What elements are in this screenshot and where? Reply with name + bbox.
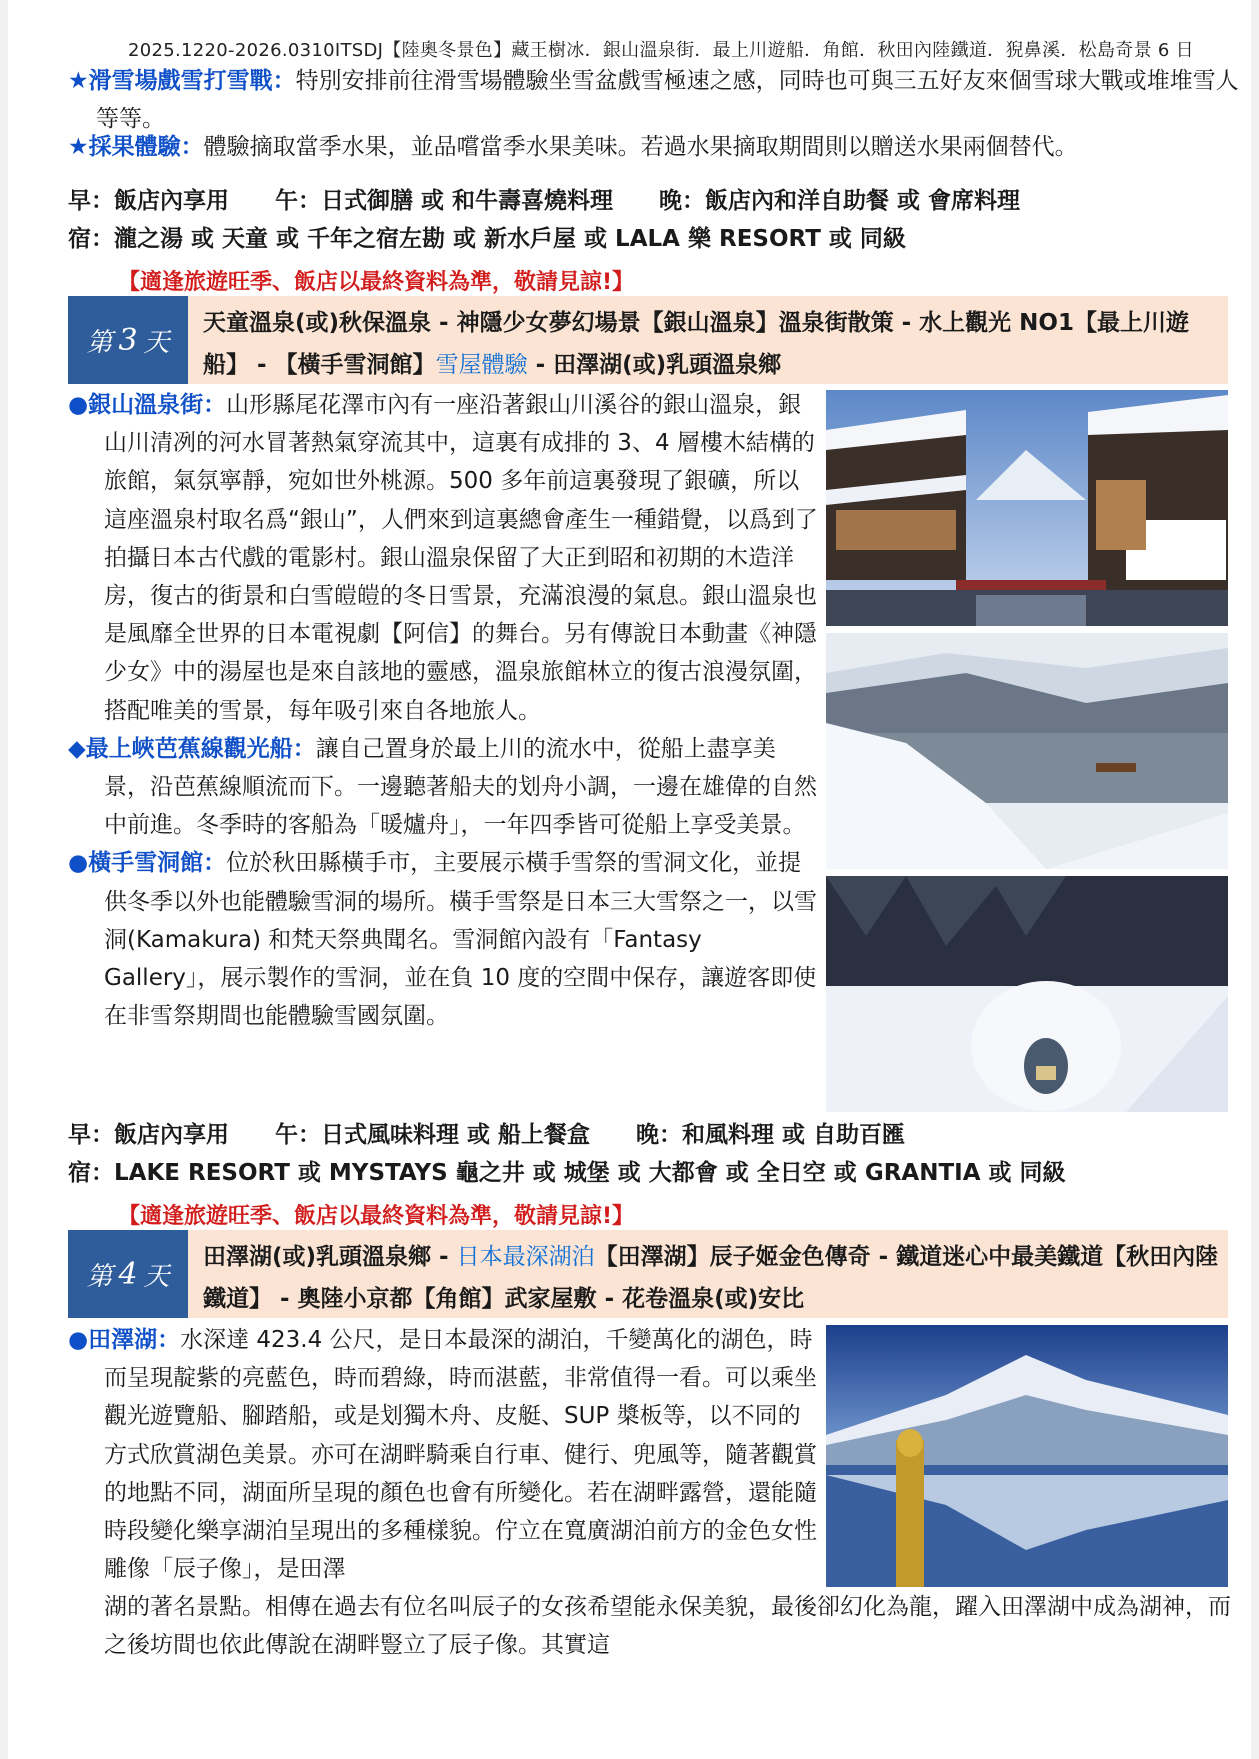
yokote-label: ●橫手雪洞館：: [68, 850, 227, 877]
day4-title-part1: 田澤湖(或)乳頭溫泉鄉 -: [203, 1244, 457, 1270]
itinerary-header: 2025.1220-2026.0310ITSDJ【陸奧冬景色】藏王樹冰．銀山溫泉街．最上川遊船．角館．秋田內陸鐵道．猊鼻溪．松島奇景 6 日: [128, 40, 1194, 61]
snow-play-text: 特別安排前往滑雪場體驗坐雪盆戲雪極速之感，同時也可與三五好友來個雪球大戰或堆堆雪人等等。: [96, 68, 1239, 132]
yokote-text: 位於秋田縣橫手市，主要展示橫手雪祭的雪洞文化，並提供冬季以外也能體驗雪洞的場所。橫手雪祭是日本三大雪祭之一，以雪洞(Kamakura) 和梵天祭典聞名。雪洞館內設有「Fantasy Gallery」，展示製作的雪洞，並在負 10 度的空間中保存，讓遊客即使在非雪祭期間也能體驗雪國氛圍。: [104, 850, 817, 1030]
fruit-picking-text: 體驗摘取當季水果，並品嚐當季水果美味。若過水果摘取期間則以贈送水果兩個替代。: [203, 134, 1078, 160]
day3-meals: 早：飯店內享用 午：日式風味料理 或 船上餐盒 晚：和風料理 或 自助百匯: [68, 1122, 906, 1148]
day4-header: [68, 1230, 1228, 1318]
day3-title: [203, 302, 1220, 386]
yokote-kamakura-photo: [826, 876, 1228, 1112]
day3-title-part1: 天童溫泉(或)秋保溫泉 - 神隱少女夢幻場景【銀山溫泉】溫泉街散策 - 水上觀光 NO1【最上川遊船】 - 【橫手雪洞館】: [203, 310, 1189, 378]
day3-badge-suffix: 天: [143, 327, 170, 358]
ginzan-text: 山形縣尾花澤市內有一座沿著銀山川溪谷的銀山溫泉，銀山川清冽的河水冒著熱氣穿流其中，這裏有成排的 3、4 層樓木結構的旅館，氣氛寧靜，宛如世外桃源。500 多年前這裏發現了銀礦，所以這座溫泉村取名爲“銀山”，人們來到這裏總會產生一種錯覺，以爲到了拍攝日本古代戲的電影村。銀山溫泉保留了大正到昭和初期的木造洋房，復古的街景和白雪皚皚的冬日雪景，充滿浪漫的氣息。銀山溫泉也是風靡全世界的日本電視劇【阿信】的舞台。另有傳說日本動畫《神隱少女》中的湯屋也是來自該地的靈感，溫泉旅館林立的復古浪漫氛圍，搭配唯美的雪景，每年吸引來自各地旅人。: [104, 392, 818, 724]
document-page: [8, 0, 1251, 1759]
ginzan-onsen-photo: [826, 390, 1228, 626]
mogami-paragraph: [68, 730, 820, 845]
ginzan-label: ●銀山溫泉街：: [68, 392, 227, 418]
day4-text-column: [68, 1321, 820, 1588]
tazawa-label: ●田澤湖：: [68, 1327, 181, 1353]
tazawa-tail-text: 湖的著名景點。相傳在過去有位名叫辰子的女孩希望能永保美貌，最後卻幻化為龍，躍入田澤湖中成為湖神，而之後坊間也依此傳說在湖畔豎立了辰子像。其實這: [104, 1594, 1231, 1658]
tazawa-lake-photo: [826, 1325, 1228, 1587]
yokote-paragraph: [68, 844, 820, 1035]
day2-meals: 早：飯店內享用 午：日式御膳 或 和牛壽喜燒料理 晚：飯店內和洋自助餐 或 會席料理: [68, 188, 1021, 214]
day4-badge: [68, 1230, 188, 1318]
mogami-text: 讓自己置身於最上川的流水中，從船上盡享美景，沿芭蕉線順流而下。一邊聽著船夫的划舟小調，一邊在雄偉的自然中前進。冬季時的客船為「暖爐舟」，一年四季皆可從船上享受美景。: [104, 735, 817, 839]
day3-text-column: [68, 386, 820, 1035]
day4-badge-number: 4: [118, 1256, 138, 1292]
day3-header: [68, 296, 1228, 384]
day2-notice: 【適逢旅遊旺季、飯店以最終資料為準，敬請見諒!】: [118, 270, 635, 295]
day3-notice: 【適逢旅遊旺季、飯店以最終資料為準，敬請見諒!】: [118, 1204, 635, 1229]
day3-hotel: 宿：LAKE RESORT 或 MYSTAYS 龜之井 或 城堡 或 大都會 或 全日空 或 GRANTIA 或 同級: [68, 1160, 1066, 1186]
snow-play-label: ★滑雪場戲雪打雪戰：: [68, 68, 296, 94]
mogami-river-photo: [826, 633, 1228, 869]
day4-title-highlight: 日本最深湖泊: [456, 1244, 595, 1270]
mogami-label: ◆最上峽芭蕉線觀光船：: [68, 735, 316, 762]
day3-title-part2: - 田澤湖(或)乳頭溫泉鄉: [527, 352, 782, 378]
tazawa-text: 水深達 423.4 公尺，是日本最深的湖泊，千變萬化的湖色，時而呈現靛紫的亮藍色，時而碧綠，時而湛藍，非常值得一看。可以乘坐觀光遊覽船、腳踏船，或是划獨木舟、皮艇、SUP 槳板等，以不同的方式欣賞湖色美景。亦可在湖畔騎乘自行車、健行、兜風等，隨著觀賞的地點不同，湖面所呈現的顏色也會有所變化。若在湖畔露營，還能隨時段變化樂享湖泊呈現出的多種樣貌。佇立在寬廣湖泊前方的金色女性雕像「辰子像」，是田澤: [104, 1327, 817, 1583]
day3-badge: [68, 296, 188, 384]
snow-play-paragraph: [68, 62, 1256, 138]
day3-title-highlight: 雪屋體驗: [435, 352, 528, 378]
day3-badge-number: 3: [118, 322, 138, 358]
fruit-picking-paragraph: [68, 128, 1256, 166]
day3-badge-prefix: 第: [86, 327, 113, 358]
fruit-picking-label: ★採果體驗：: [68, 134, 204, 160]
day4-badge-suffix: 天: [143, 1261, 170, 1292]
day4-badge-prefix: 第: [86, 1261, 113, 1292]
day4-title: [203, 1236, 1220, 1320]
tazawa-paragraph: [68, 1321, 820, 1588]
day2-hotel: 宿：瀧之湯 或 天童 或 千年之宿左勘 或 新水戶屋 或 LALA 樂 RESORT 或 同級: [68, 226, 906, 252]
ginzan-paragraph: [68, 386, 820, 730]
day4-title-part2: 【田澤湖】辰子姬金色傳奇 - 鐵道迷心中最美鐵道【秋田內陸鐵道】 - 奧陸小京都【角館】武家屋敷 - 花卷溫泉(或)安比: [203, 1244, 1219, 1312]
